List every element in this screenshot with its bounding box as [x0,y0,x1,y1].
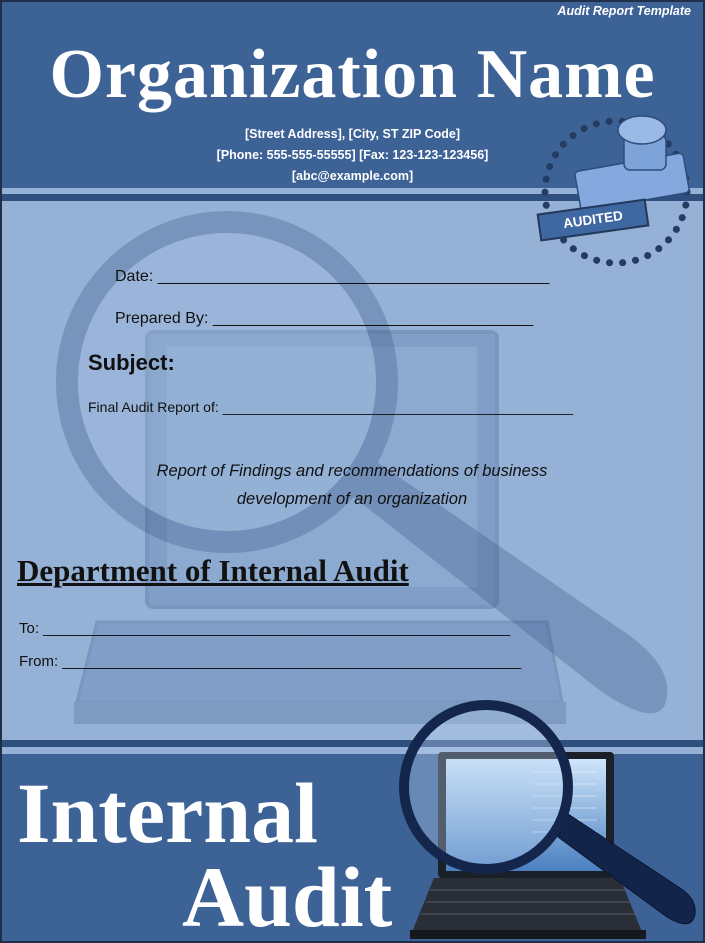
department-title[interactable]: Department of Internal Audit [17,553,409,588]
subject-heading: Subject: [88,350,175,375]
prepared-by-field[interactable]: Prepared By: ____________________________________ [115,310,534,327]
findings-line-1: Report of Findings and recommendations of business [156,462,548,480]
footer-word-audit: Audit [182,849,393,943]
address-line[interactable]: [Street Address], [City, ST ZIP Code] [244,127,461,141]
footer-word-internal: Internal [17,765,318,861]
phone-fax-line[interactable]: [Phone: 555-555-55555] [Fax: 123-123-123456] [216,148,489,162]
from-field[interactable]: From: _______________________________________________________ [19,653,522,670]
email-line[interactable]: [abc@example.com] [291,169,414,183]
audited-stamp-label: AUDITED [537,198,650,241]
template-label: Audit Report Template [557,4,691,18]
findings-line-2: development of an organization [236,490,468,508]
date-field[interactable]: Date: ____________________________________________ [115,268,550,285]
organization-name[interactable]: Organization Name [49,36,656,113]
final-audit-report-field[interactable]: Final Audit Report of: _____________________________________________ [88,399,574,415]
to-field[interactable]: To: ________________________________________________________ [19,620,511,637]
